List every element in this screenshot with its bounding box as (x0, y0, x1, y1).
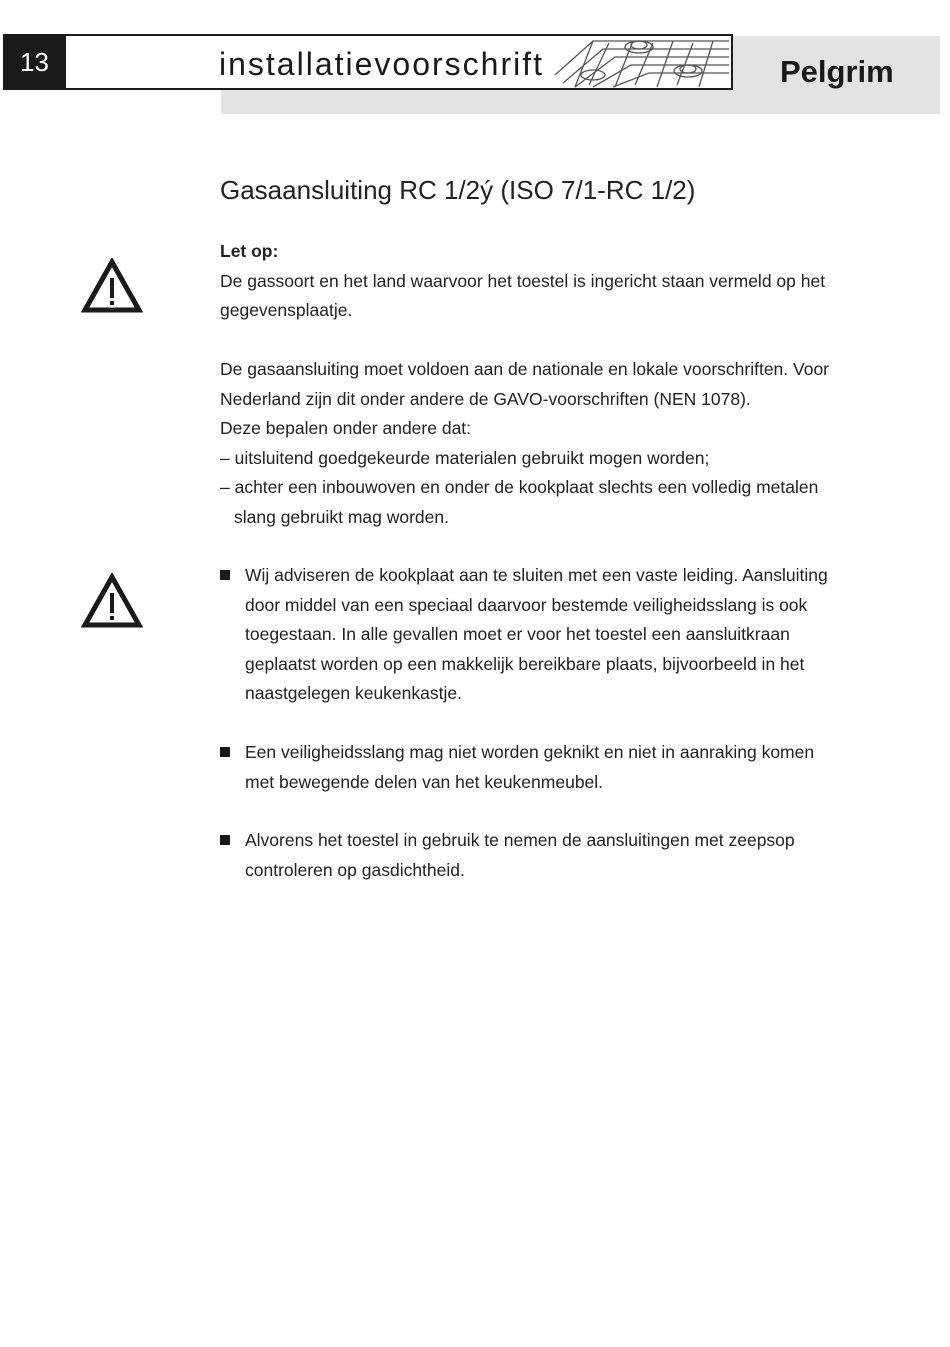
list-item (220, 561, 900, 709)
list-item-line: geplaatst worden op een makkelijk bereikbare plaats, bijvoorbeeld in het (245, 653, 805, 674)
list-item-line: controleren op gasdichtheid. (245, 859, 465, 880)
bullet-square-icon (220, 570, 230, 580)
page-number: 13 (3, 34, 66, 90)
list-item-line: Alvorens het toestel in gebruik te nemen de aansluitingen met zeepsop (245, 830, 795, 850)
list-item-line: Een veiligheidsslang mag niet worden geknikt en niet in aanraking komen (245, 742, 815, 762)
regulations-line: Deze bepalen onder andere dat: (220, 418, 472, 438)
warning-triangle-icon (81, 573, 143, 629)
hob-illustration-icon (553, 35, 731, 89)
list-item-line: toegestaan. In alle gevallen moet er voor het toestel een aansluitkraan (245, 624, 790, 644)
list-item-line: met bewegende delen van het keukenmeubel. (245, 771, 604, 792)
notice-label: Let op: (220, 241, 279, 261)
notice-line: gegevensplaatje. (220, 300, 353, 320)
list-item-line: door middel van een speciaal daarvoor bestemde veiligheidsslang is ook (245, 594, 808, 615)
regulations-line: De gasaansluiting moet voldoen aan de nationale en lokale voorschriften. Voor (220, 359, 830, 379)
regulations-dash-item: – achter een inbouwoven en onder de kookplaat slechts een volledig metalen (220, 477, 819, 497)
regulations-block (220, 355, 900, 532)
warning-triangle-icon (81, 258, 143, 314)
bullet-square-icon (220, 747, 230, 757)
regulations-dash-item-continued: slang gebruikt mag worden. (234, 506, 449, 527)
regulations-line: Nederland zijn dit onder andere de GAVO-voorschriften (NEN 1078). (220, 388, 751, 409)
list-item (220, 826, 900, 885)
brand-logo: Pelgrim (780, 54, 894, 89)
notice-line: De gassoort en het land waarvoor het toestel is ingericht staan vermeld op het (220, 270, 826, 291)
bullet-square-icon (220, 835, 230, 845)
list-item (220, 738, 900, 797)
page-title: installatievoorschrift (219, 46, 544, 82)
regulations-dash-item: – uitsluitend goedgekeurde materialen gebruikt mogen worden; (220, 447, 710, 468)
list-item-line: Wij adviseren de kookplaat aan te sluiten met een vaste leiding. Aansluiting (245, 565, 828, 585)
section-title: Gasaansluiting RC 1/2ý (ISO 7/1-RC 1/2) (220, 175, 696, 205)
list-item-line: naastgelegen keukenkastje. (245, 683, 462, 703)
notice-block (220, 237, 900, 326)
